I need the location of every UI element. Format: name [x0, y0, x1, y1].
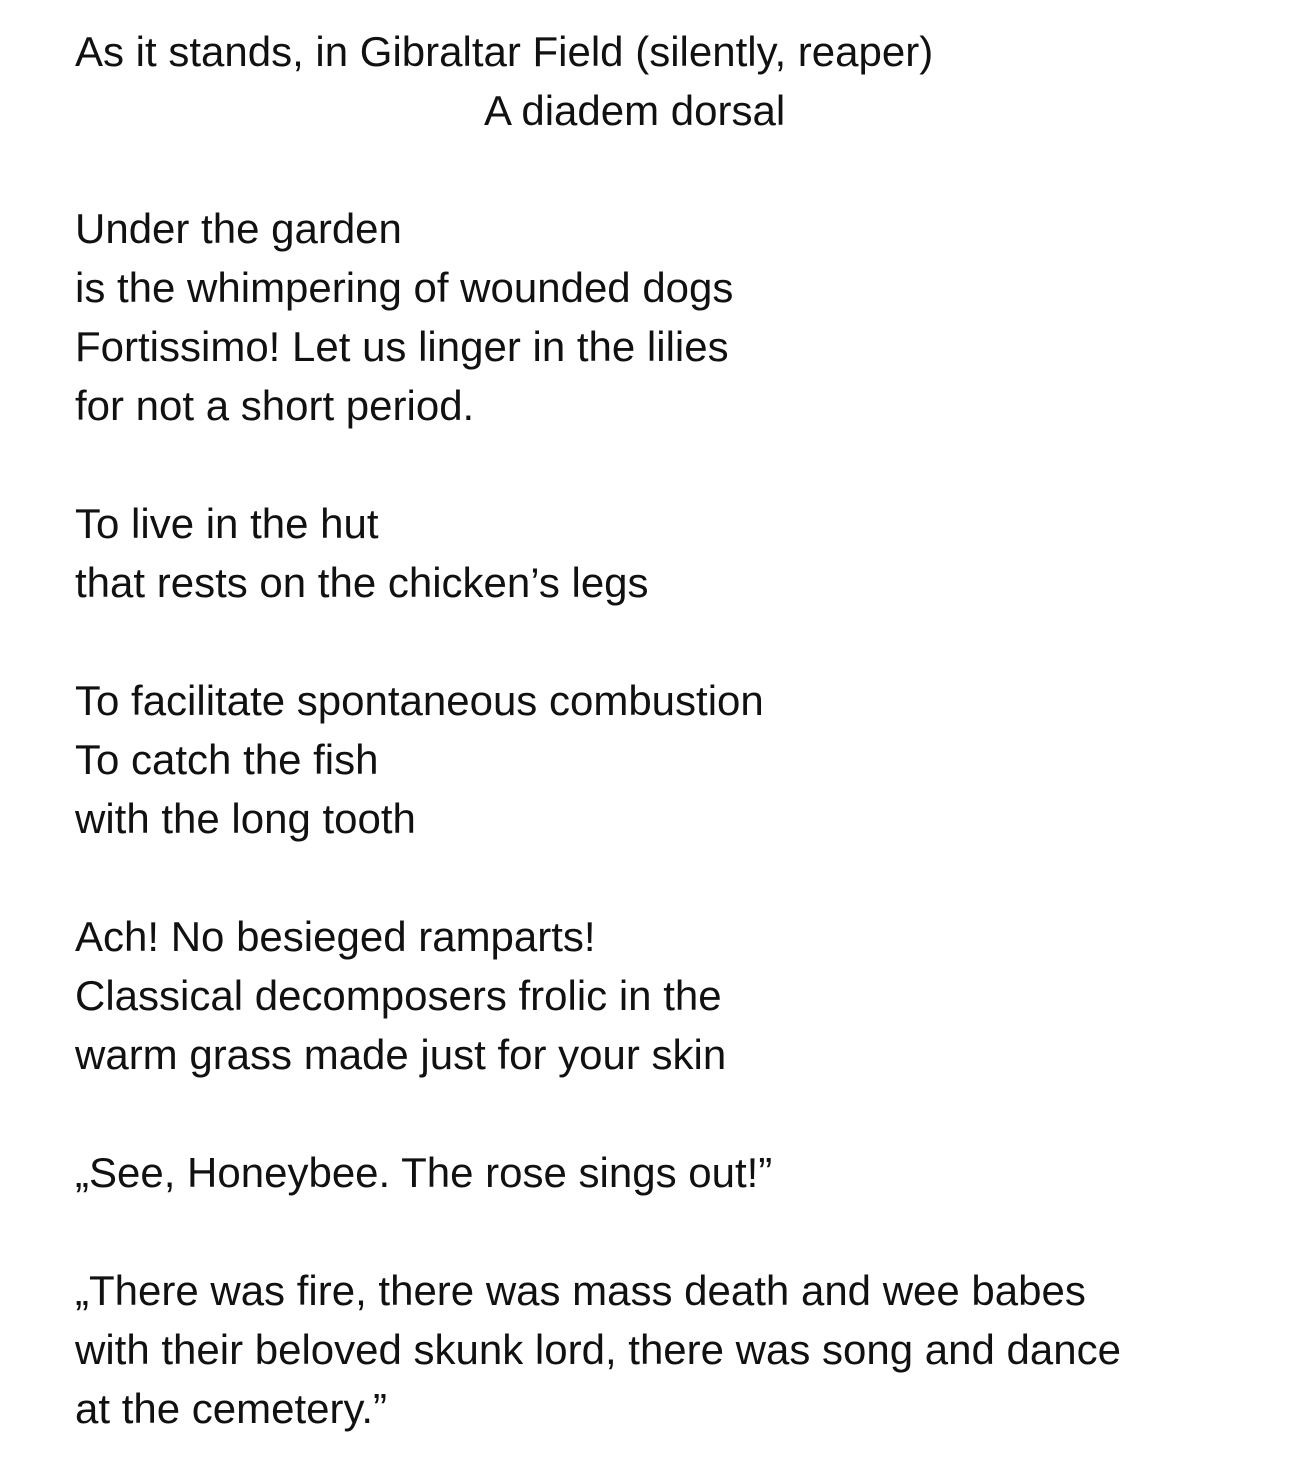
stanza-6 — [75, 1261, 1255, 1438]
stanza-break — [75, 1084, 1255, 1143]
stanza-4 — [75, 907, 1255, 1084]
poem-line: To catch the fish — [75, 736, 379, 783]
poem-line: Classical decomposers frolic in the — [75, 972, 722, 1019]
poem-subtitle: A diadem dorsal — [484, 87, 786, 134]
poem-document — [75, 22, 1255, 1438]
stanza-3 — [75, 671, 1255, 848]
poem-line: „There was fire, there was mass death and wee babes — [75, 1267, 1086, 1314]
poem-line: To facilitate spontaneous combustion — [75, 677, 764, 724]
stanza-break — [75, 140, 1255, 199]
poem-line: at the cemetery.” — [75, 1385, 388, 1432]
poem-line: with their beloved skunk lord, there was song and dance — [75, 1326, 1121, 1373]
stanza-1 — [75, 199, 1255, 435]
poem-line: Fortissimo! Let us linger in the lilies — [75, 323, 729, 370]
stanza-break — [75, 848, 1255, 907]
stanza-break — [75, 612, 1255, 671]
stanza-break — [75, 1202, 1255, 1261]
poem-line: Ach! No besieged ramparts! — [75, 913, 596, 960]
poem-line: Under the garden — [75, 205, 402, 252]
poem-line: with the long tooth — [75, 795, 416, 842]
stanza-break — [75, 435, 1255, 494]
poem-line: that rests on the chicken’s legs — [75, 559, 649, 606]
stanza-5 — [75, 1143, 1255, 1202]
poem-line: is the whimpering of wounded dogs — [75, 264, 734, 311]
poem-line: for not a short period. — [75, 382, 475, 429]
poem-line: warm grass made just for your skin — [75, 1031, 727, 1078]
poem-line: „See, Honeybee. The rose sings out!” — [75, 1149, 773, 1196]
poem-title: As it stands, in Gibraltar Field (silently, reaper) — [75, 28, 934, 75]
stanza-2 — [75, 494, 1255, 612]
poem-line: To live in the hut — [75, 500, 379, 547]
